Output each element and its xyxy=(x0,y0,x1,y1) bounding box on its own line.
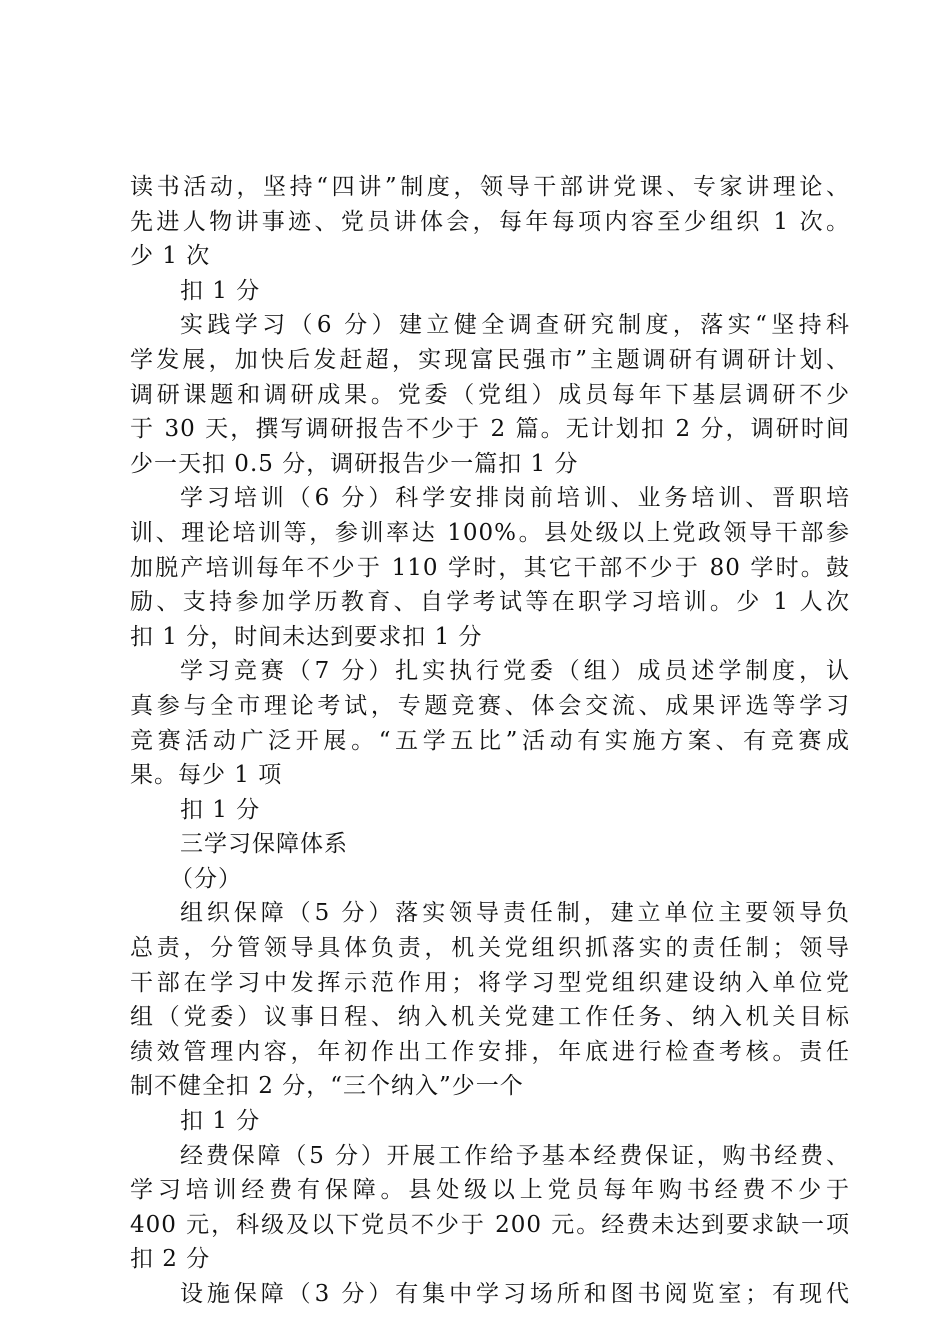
section-score: （分） xyxy=(170,865,242,892)
text-line: 励、支持参加学历教育、自学考试等在职学习培训。少 1 人次 xyxy=(130,589,850,616)
text-line: 扣 1 分 xyxy=(180,1108,261,1135)
text-line: 干部在学习中发挥示范作用；将学习型党组织建设纳入单位党 xyxy=(130,969,850,996)
paragraph-start-line: 经费保障（5 分）开展工作给予基本经费保证，购书经费、 xyxy=(180,1142,850,1169)
text-line: 学习培训经费有保障。县处级以上党员每年购书经费不少于 xyxy=(130,1177,850,1204)
paragraph-start-line: 实践学习（6 分）建立健全调查研究制度，落实“坚持科 xyxy=(180,312,850,339)
text-line: 调研课题和调研成果。党委（党组）成员每年下基层调研不少 xyxy=(130,381,850,408)
paragraph-start-line: 设施保障（3 分）有集中学习场所和图书阅览室；有现代 xyxy=(180,1281,850,1307)
paragraph-start-line: 组织保障（5 分）落实领导责任制，建立单位主要领导负 xyxy=(180,900,850,927)
text-line: 绩效管理内容，年初作出工作安排，年底进行检查考核。责任 xyxy=(130,1038,850,1065)
text-line: 扣 1 分，时间未达到要求扣 1 分 xyxy=(130,623,483,650)
section-heading: 三学习保障体系 xyxy=(180,831,348,858)
text-line: 总责，分管领导具体负责，机关党组织抓落实的责任制；领导 xyxy=(130,935,850,962)
paragraph-start-line: 学习培训（6 分）科学安排岗前培训、业务培训、晋职培 xyxy=(180,485,850,512)
text-line: 扣 1 分 xyxy=(180,796,261,823)
paragraph-start-line: 学习竞赛（7 分）扎实执行党委（组）成员述学制度，认 xyxy=(180,658,850,685)
text-line: 少 1 次 xyxy=(130,243,211,270)
text-line: 制不健全扣 2 分，“三个纳入”少一个 xyxy=(130,1073,524,1100)
text-line: 加脱产培训每年不少于 110 学时，其它干部不少于 80 学时。鼓 xyxy=(130,554,850,581)
text-line: 竞赛活动广泛开展。“五学五比”活动有实施方案、有竞赛成 xyxy=(130,727,850,754)
text-line: 扣 1 分 xyxy=(180,277,261,304)
text-line: 于 30 天，撰写调研报告不少于 2 篇。无计划扣 2 分，调研时间 xyxy=(130,416,850,443)
text-line: 学发展，加快后发赶超，实现富民强市”主题调研有调研计划、 xyxy=(130,346,850,373)
text-line: 果。每少 1 项 xyxy=(130,762,283,789)
text-line: 少一天扣 0.5 分，调研报告少一篇扣 1 分 xyxy=(130,450,579,477)
text-line: 组（党委）议事日程、纳入机关党建工作任务、纳入机关目标 xyxy=(130,1004,850,1031)
text-line: 真参与全市理论考试，专题竞赛、体会交流、成果评选等学习 xyxy=(130,692,850,719)
text-line: 训、理论培训等，参训率达 100%。县处级以上党政领导干部参 xyxy=(130,519,850,546)
text-line: 先进人物讲事迹、党员讲体会，每年每项内容至少组织 1 次。 xyxy=(130,208,850,235)
body-text xyxy=(130,170,850,1312)
text-line: 扣 2 分 xyxy=(130,1246,211,1273)
text-line: 400 元，科级及以下党员不少于 200 元。经费未达到要求缺一项 xyxy=(130,1211,850,1238)
text-line: 读书活动，坚持“四讲”制度，领导干部讲党课、专家讲理论、 xyxy=(130,174,850,200)
